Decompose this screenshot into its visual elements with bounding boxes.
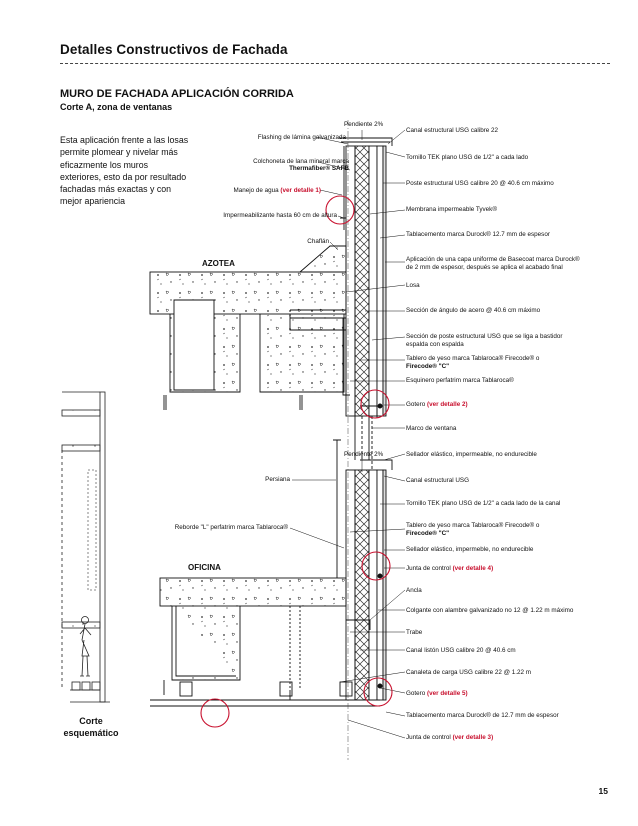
label-sellador-top: Sellador elástico, impermeable, no endurecible <box>406 451 537 458</box>
label-flashing: Flashing de lámina galvanizada <box>257 134 346 141</box>
section-title: MURO DE FACHADA APLICACIÓN CORRIDA <box>60 88 294 100</box>
label-colchoneta-1: Colchoneta de lana mineral marca <box>253 158 349 165</box>
label-canal-mid: Canal estructural USG <box>406 477 469 484</box>
label-aplicacion-1: Aplicación de una capa uniforme de Basecoat marca Durock® <box>406 256 580 263</box>
page-number: 15 <box>598 786 608 796</box>
page-title: Detalles Constructivos de Fachada <box>60 42 288 57</box>
label-canaleta: Canaleta de carga USG calibre 22 @ 1.22 m <box>406 669 532 676</box>
label-gotero-bot: Gotero (ver detalle 5) <box>406 690 468 697</box>
label-tablacemento-top: Tablacemento marca Durock® 12.7 mm de espesor <box>406 231 550 238</box>
label-pendiente-mid: Pendiente 2% <box>344 451 384 458</box>
schematic-caption <box>56 715 126 739</box>
label-tablero-mid-2: Firecode® "C" <box>406 530 450 537</box>
schematic-section <box>62 392 110 702</box>
label-tornillo-mid: Tornillo TEK plano USG de 1/2" a cada lado de la canal <box>406 500 561 507</box>
label-canal-top: Canal estructural USG calibre 22 <box>406 127 499 134</box>
label-canal-liston: Canal listón USG calibre 20 @ 40.6 cm <box>406 647 516 654</box>
label-junta-top: Junta de control (ver detalle 4) <box>406 565 494 572</box>
label-manejo: Manejo de agua (ver detalle 1) <box>233 187 321 194</box>
label-sellador-mid: Sellador elástico, impermeble, no endurecible <box>406 546 534 553</box>
label-aplicacion-2: de 2 mm de espesor, después se aplica el acabado final <box>406 264 563 271</box>
label-ancla: Ancla <box>406 587 422 594</box>
label-tablero-top-1: Tablero de yeso marca Tablaroca® Firecode® o <box>406 355 540 362</box>
label-junta-bot: Junta de control (ver detalle 3) <box>406 734 494 741</box>
label-esquinero: Esquinero perfatrim marca Tablaroca® <box>406 377 514 384</box>
label-seccion-poste-1: Sección de poste estructural USG que se liga a bastidor <box>406 333 563 340</box>
label-membrana: Membrana impermeable Tyvek® <box>406 206 497 213</box>
label-poste: Poste estructural USG calibre 20 @ 40.6 cm máximo <box>406 180 554 187</box>
label-tornillo-top: Tornillo TEK plano USG de 1/2" a cada lado <box>406 154 529 161</box>
label-seccion-poste-2: espalda con espalda <box>406 341 464 348</box>
label-tablacemento-bot: Tablacemento marca Durock® de 12.7 mm de espesor <box>406 712 559 719</box>
label-tablero-top-2: Firecode® "C" <box>406 363 450 370</box>
label-persiana: Persiana <box>265 476 290 483</box>
label-losa: Losa <box>406 282 420 289</box>
label-reborde: Reborde "L" perfatrim marca Tablaroca® <box>174 524 288 531</box>
label-marco: Marco de ventana <box>406 425 457 432</box>
label-tablero-mid-1: Tablero de yeso marca Tablaroca® Firecode® o <box>406 522 540 529</box>
room-label-azotea: AZOTEA <box>202 259 235 268</box>
label-gotero-top: Gotero (ver detalle 2) <box>406 401 468 408</box>
schematic-caption-line-2: esquemático <box>63 728 119 738</box>
schematic-caption-line-1: Corte <box>79 716 103 726</box>
label-chaflan: Chaflán <box>307 238 329 245</box>
label-colchoneta-2: Thermafiber® SAFB <box>289 165 349 172</box>
room-label-oficina: OFICINA <box>188 563 221 572</box>
intro-paragraph: Esta aplicación frente a las losas permite plomear y nivelar más eficazmente los muros exteriores, esto da por resultado fachadas más exactas y con mejor apariencia <box>60 135 189 207</box>
label-trabe: Trabe <box>406 629 423 636</box>
label-seccion-angulo: Sección de ángulo de acero @ 40.6 cm máximo <box>406 307 541 314</box>
label-colgante: Colgante con alambre galvanizado no 12 @ 1.22 m máximo <box>406 607 574 614</box>
label-impermeabilizante: Impermeabilizante hasta 60 cm de altura <box>223 212 337 219</box>
section-subtitle: Corte A, zona de ventanas <box>60 102 173 112</box>
label-pendiente-top: Pendiente 2% <box>344 121 384 128</box>
